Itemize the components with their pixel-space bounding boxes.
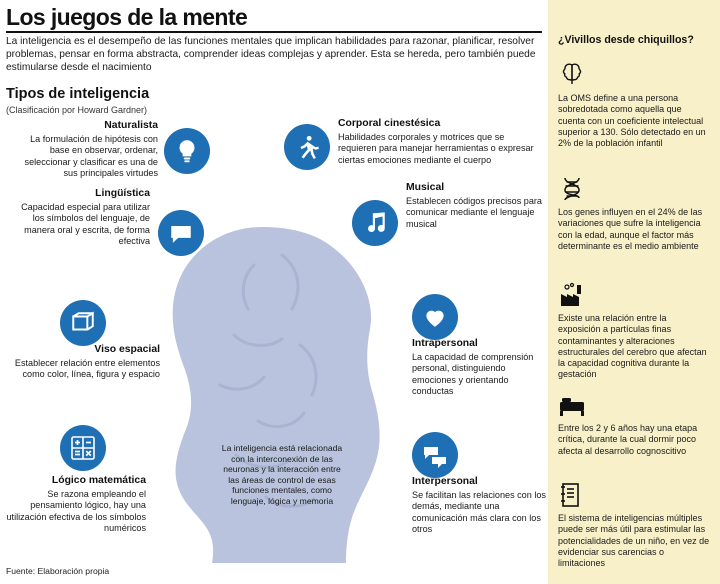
bed-icon: [558, 388, 588, 418]
intelligence-title: Viso espacial: [94, 344, 160, 355]
music-note-icon: [352, 200, 398, 246]
two-speech-bubbles-icon: [412, 432, 458, 478]
intelligence-text: Capacidad especial para utilizar los símbolos del lenguaje, de manera oral y escrita, de forma efectiva: [21, 202, 150, 247]
page-title: Los juegos de la mente: [6, 4, 248, 30]
intelligence-text: Habilidades corporales y motrices que se requieren para manejar herramientas o expresar ciertas emociones mediante el cuerpo: [338, 132, 534, 165]
sidebar-fact-text: Existe una relación entre la exposición a partículas finas contaminantes y alteraciones estructurales del cerebro que afectan la capacidad cognitiva durante la gestación: [558, 313, 707, 380]
sidebar-fact-text: El sistema de inteligencias múltiples puede ser más útil para estimular las potencialidades de un niño, en vez de evidenciar sus carencias o limitaciones: [558, 513, 710, 569]
intro-paragraph: La inteligencia es el desempeño de las funciones mentales que implican habilidades para razonar, planificar, resolver problemas, pensar en forma abstracta, comprender ideas complejas y aprender. Esta se hereda, pero también puede estimularse desde el nacimiento: [6, 36, 536, 73]
running-person-icon: [284, 124, 330, 170]
intelligence-title: Interpersonal: [412, 476, 478, 487]
classification-note: (Clasificación por Howard Gardner): [6, 105, 148, 115]
dna-icon: [558, 172, 588, 202]
intelligence-title: Lingüística: [95, 188, 150, 199]
intelligence-text: Se razona empleando el pensamiento lógico, hay una utilización efectiva de los símbolos numéricos: [6, 489, 146, 534]
sidebar-panel: [548, 0, 720, 584]
cube-icon: [60, 300, 106, 346]
intelligence-title: Musical: [406, 182, 445, 193]
sidebar-fact-particulas-finas: [558, 278, 710, 381]
intelligence-title: Corporal cinestésica: [338, 118, 441, 129]
intelligence-text: Establecer relación entre elementos como color, línea, figura y espacio: [14, 358, 160, 380]
brain-icon: [558, 58, 588, 88]
sidebar-fact-text: La OMS define a una persona sobredotada como aquella que cuenta con un coeficiente intelectual superior a 130. Sólo detectado en un 2% de la población infantil: [558, 93, 706, 149]
intelligence-text: La formulación de hipótesis con base en observar, ordenar, seleccionar y clasificar es una de sus principales virtudes: [24, 134, 158, 179]
intelligence-title: Naturalista: [104, 120, 158, 131]
speech-bubble-icon: [158, 210, 204, 256]
notebook-icon: [558, 478, 588, 508]
math-symbols-icon: [60, 425, 106, 471]
sidebar-fact-oms-coeficiente: [558, 58, 710, 149]
source-note: Fuente: Elaboración propia: [6, 566, 110, 576]
intelligence-text: Se facilitan las relaciones con los demás, mediante una comunicación más clara con los otros: [412, 490, 546, 535]
center-caption: La inteligencia está relacionada con la interconexión de las neuronas y la interacción entre las áreas de control de esas funciones mentales, como lenguaje, lógica y memoria: [221, 443, 343, 506]
sidebar-fact-text: Entre los 2 y 6 años hay una etapa crítica, durante la cual dormir poco afecta al desarrollo cognoscitivo: [558, 423, 698, 456]
sidebar-fact-inteligencias-multiples: [558, 478, 710, 569]
intelligence-title: Intrapersonal: [412, 338, 478, 349]
sidebar-fact-text: Los genes influyen en el 24% de las variaciones que sufre la inteligencia con la edad, aunque el factor más determinante es el medio ambiente: [558, 207, 703, 251]
sidebar-title: ¿Vivillos desde chiquillos?: [558, 34, 694, 46]
intelligence-text: Establecen códigos precisos para comunicar mediante el lenguaje musical: [406, 196, 542, 229]
heart-icon: [412, 294, 458, 340]
title-divider: [6, 31, 542, 33]
sidebar-fact-genes-variaciones: [558, 172, 710, 252]
lightbulb-icon: [164, 128, 210, 174]
brain-illustration: [150, 225, 410, 565]
sidebar-fact-sueno-etapa-critica: [558, 388, 710, 457]
intelligence-title: Lógico matemática: [51, 475, 146, 486]
intelligence-text: La capacidad de comprensión personal, distinguiendo emociones y orientando conductas: [412, 352, 534, 397]
section-subtitle: Tipos de inteligencia: [6, 86, 150, 102]
factory-smoke-icon: [558, 278, 588, 308]
